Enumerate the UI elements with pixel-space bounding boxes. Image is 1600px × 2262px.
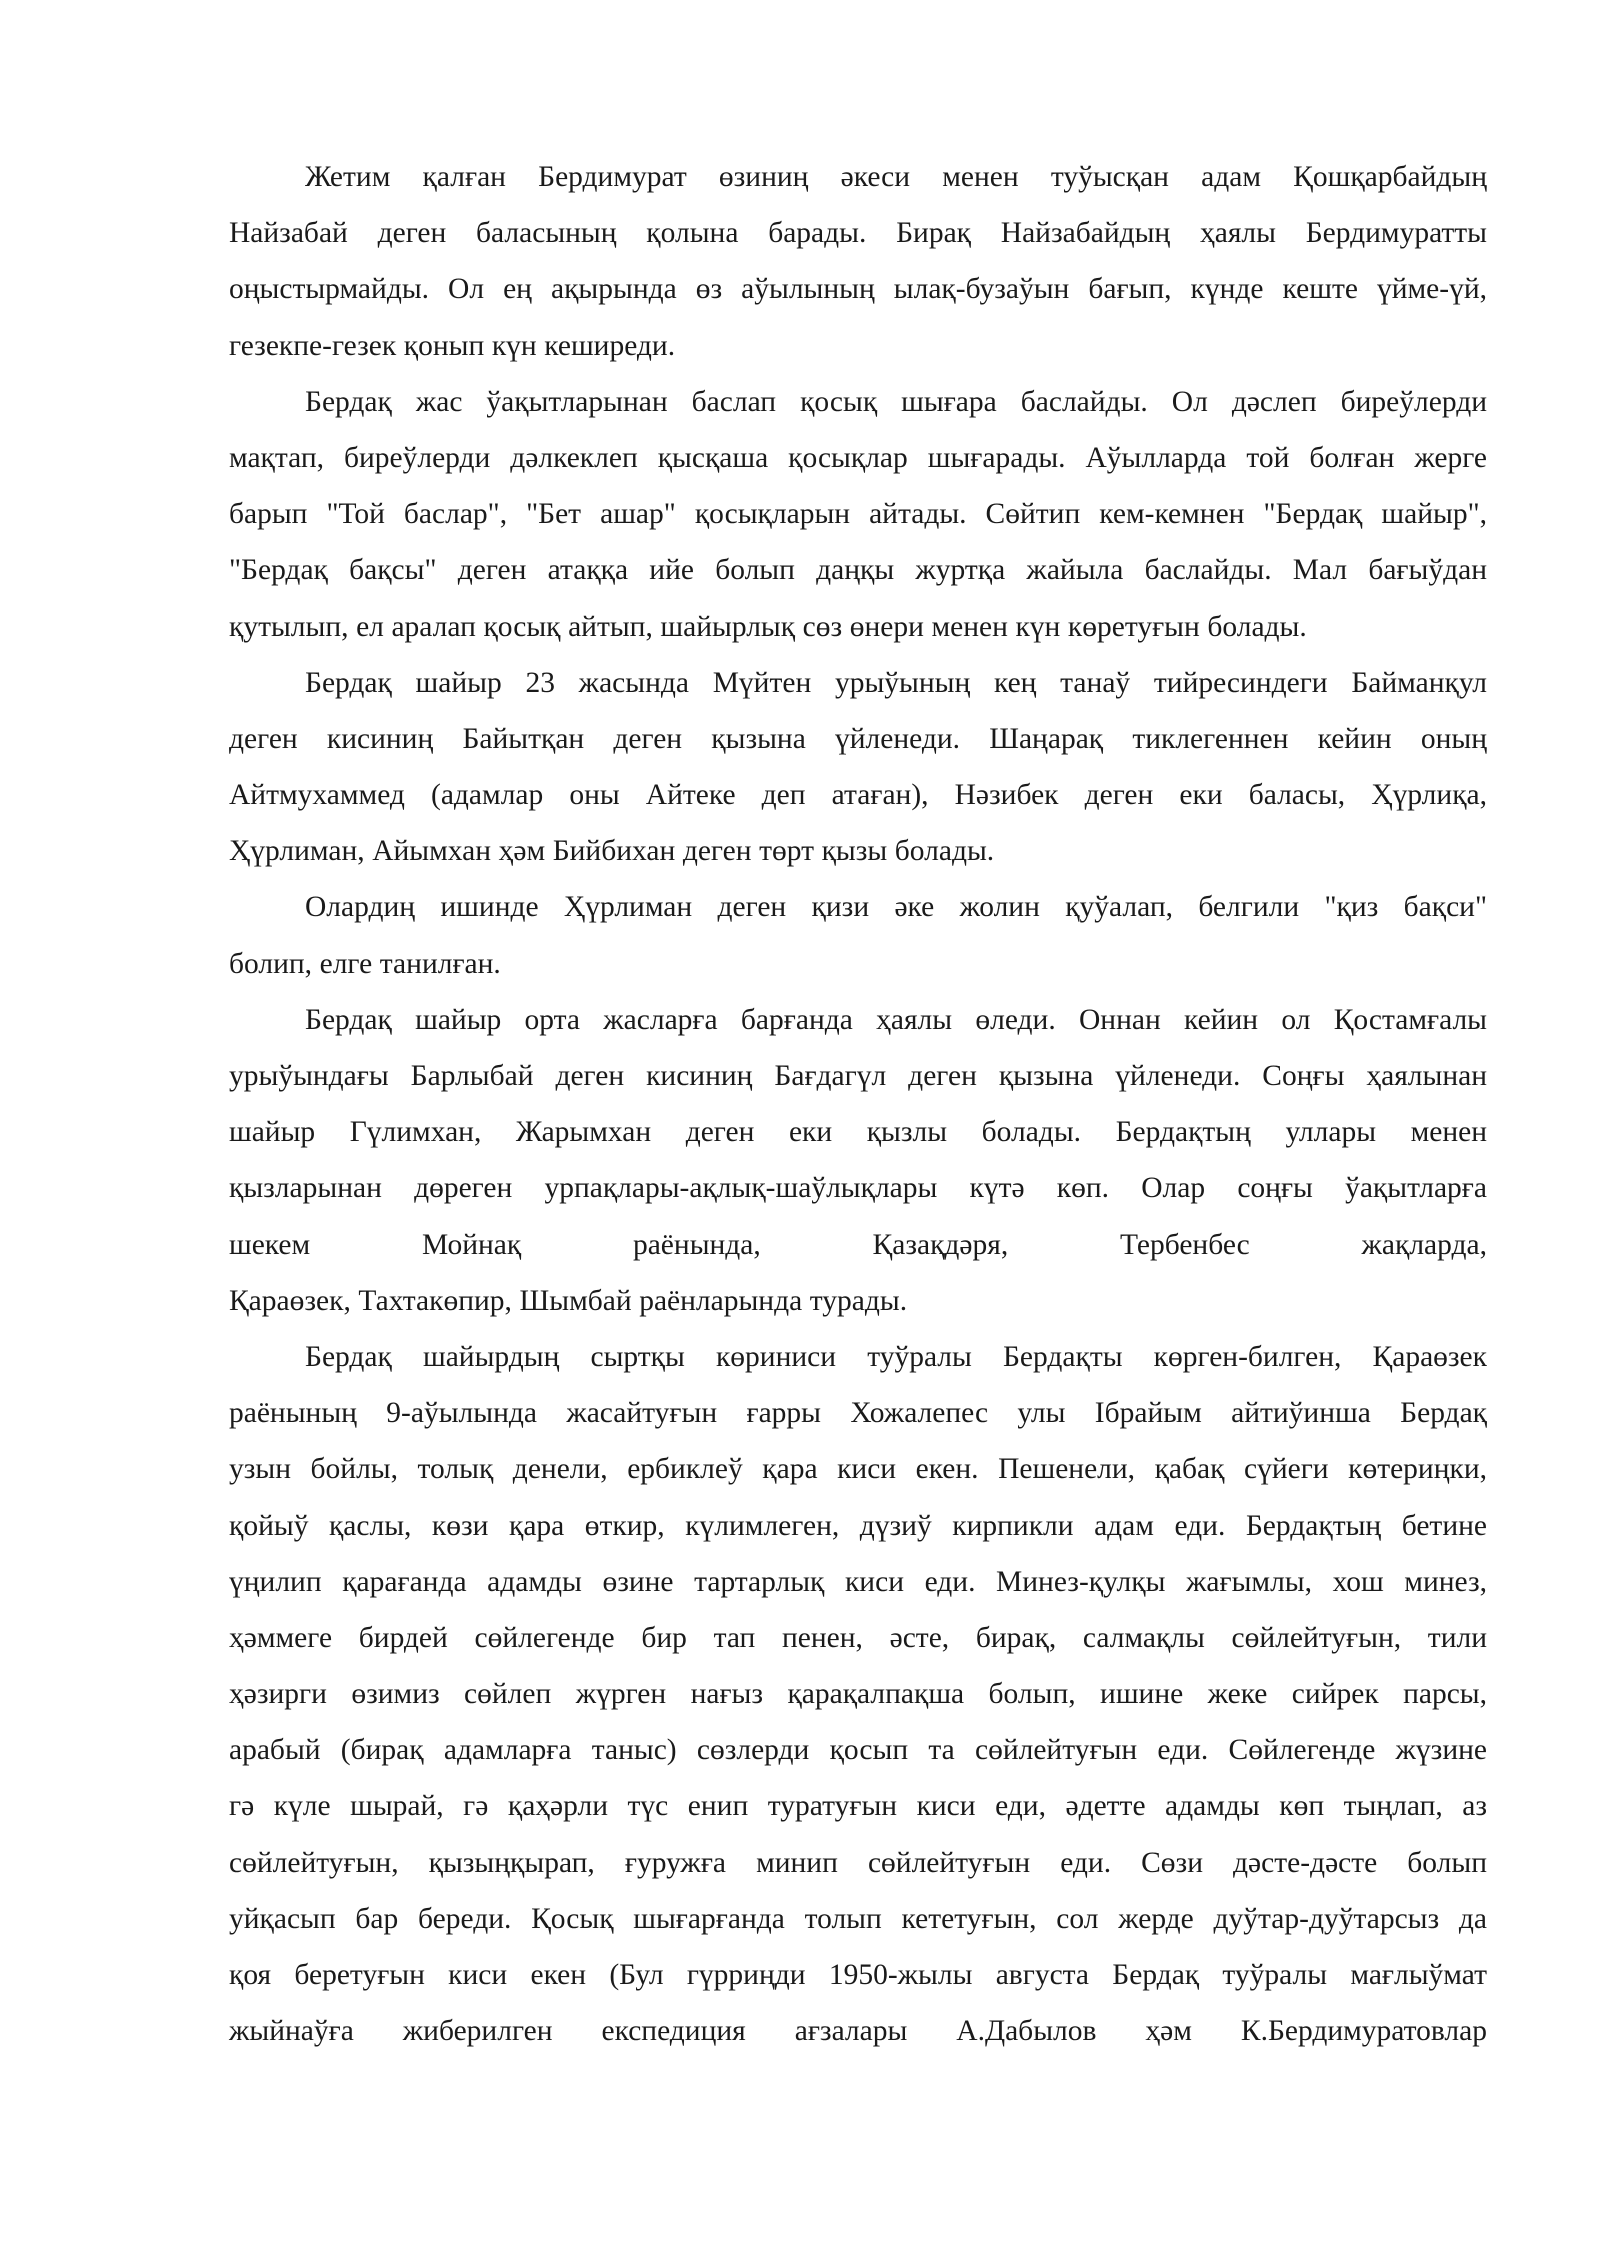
paragraph — [229, 655, 1487, 880]
text-line: арабый (бирақ адамларға таныс) сөзлерди қосып та сөйлейтуғын еди. Сөйлегенде жүзине — [229, 1734, 1487, 1767]
text-line: ҳәммеге бирдей сөйлегенде бир тап пенен, әсте, бирақ, салмақлы сөйлейтуғын, тили — [229, 1621, 1487, 1654]
text-line: ҳәзирги өзимиз сөйлеп жүрген нағыз қарақалпақша болып, ишине жеке сийрек парсы, — [229, 1678, 1487, 1711]
text-line: сөйлейтуғын, қызыңқырап, ғуружға минип сөйлейтуғын еди. Сөзи дәсте-дәсте болып — [229, 1846, 1487, 1879]
text-line: Олардиң ишинде Ҳүрлиман деген қизи әке жолин қуўалап, белгили "қиз бақси" — [305, 891, 1487, 924]
text-line: болип, елге танилған. — [229, 947, 501, 980]
text-line: оңыстырмайды. Ол ең ақырында өз аўылының ылақ-бузаўын бағып, күнде кеште үйме-үй, — [229, 273, 1487, 306]
text-line: гә күле шырай, гә қаҳәрли түс енип туратуғын киси еди, әдетте адамды көп тыңлап, аз — [229, 1790, 1487, 1823]
text-line: деген кисиниң Байытқан деген қызына үйленеди. Шаңарақ тиклегеннен кейин оның — [229, 722, 1487, 755]
text-line: Бердақ шайырдың сыртқы көриниси туўралы Бердақты көрген-билген, Қараөзек — [305, 1340, 1487, 1373]
text-line: қызларынан дөреген урпақлары-ақлық-шаўлықлары күтә көп. Олар соңғы ўақытларға — [229, 1172, 1487, 1205]
paragraph — [229, 879, 1487, 991]
paragraph — [229, 1329, 1487, 2059]
text-line: мақтап, биреўлерди дәлкеклеп қысқаша қосықлар шығарады. Аўылларда той болған жерге — [229, 441, 1487, 474]
text-line: гезекпе-гезек қонып күн кеширеди. — [229, 329, 676, 362]
paragraph — [229, 149, 1487, 374]
text-line: уйқасып бар береди. Қосық шығарғанда толып кететуғын, сол жерде дуўтар-дуўтарсыз да — [229, 1902, 1487, 1935]
text-line: Найзабай деген баласының қолына барады. Бирақ Найзабайдың ҳаялы Бердимуратты — [229, 217, 1487, 250]
text-line: Қараөзек, Тахтакөпир, Шымбай раёнларында турады. — [229, 1284, 908, 1317]
text-line: қоя беретуғын киси екен (Бул гүрриңди 1950-жылы августа Бердақ туўралы мағлыўмат — [229, 1959, 1487, 1991]
text-line: жыйнаўға жиберилген експедиция ағзалары А.Дабылов ҳәм К.Бердимуратовлар — [229, 2015, 1487, 2048]
text-line: қойыў қаслы, көзи қара өткир, күлимлеген, дүзиў кирпикли адам еди. Бердақтың бетине — [229, 1509, 1487, 1542]
text-line: қутылып, ел аралап қосық айтып, шайырлық сөз өнери менен күн көретуғын болады. — [229, 610, 1307, 643]
paragraph — [229, 374, 1487, 655]
text-line: узын бойлы, толық денели, ербиклеў қара киси екен. Пешенели, қабақ сүйеги көтериңки, — [229, 1453, 1487, 1486]
document-body — [229, 149, 1487, 2059]
text-line: шекем Мойнақ раёнында, Қазақдәря, Тербенбес жақларда, — [229, 1228, 1487, 1261]
text-line: Бердақ шайыр 23 жасында Мүйтен урыўының кең танаў тийресиндеги Байманқул — [305, 666, 1487, 699]
text-line: Айтмухаммед (адамлар оны Айтеке деп атаған), Нәзибек деген еки баласы, Ҳүрлиқа, — [229, 779, 1487, 812]
text-line: Бердақ шайыр орта жасларға барғанда ҳаялы өледи. Оннан кейин ол Қостамғалы — [305, 1003, 1487, 1036]
text-line: раёнының 9-аўылында жасайтуғын ғарры Хожалепес улы Ібрайым айтиўинша Бердақ — [229, 1397, 1487, 1430]
text-line: Ҳүрлиман, Айымхан ҳәм Бийбихан деген төрт қызы болады. — [229, 835, 995, 868]
paragraph — [229, 992, 1487, 1329]
text-line: урыўындағы Барлыбай деген кисиниң Бағдагүл деген қызына үйленеди. Соңғы ҳаялынан — [229, 1060, 1487, 1092]
text-line: Бердақ жас ўақытларынан баслап қосық шығара баслайды. Ол дәслеп биреўлерди — [305, 385, 1487, 418]
text-line: барып "Той баслар", "Бет ашар" қосықларын айтады. Сөйтип кем-кемнен "Бердақ шайыр", — [229, 498, 1487, 531]
text-line: үңилип қарағанда адамды өзине тартарлық киси еди. Минез-қулқы жағымлы, хош минез, — [229, 1565, 1487, 1598]
text-line: Жетим қалған Бердимурат өзиниң әкеси менен туўысқан адам Қошқарбайдың — [305, 161, 1487, 193]
text-line: "Бердақ бақсы" деген атаққа ийе болып даңқы журтқа жайыла баслайды. Мал бағыўдан — [229, 554, 1487, 587]
text-line: шайыр Гүлимхан, Жарымхан деген еки қызлы болады. Бердақтың уллары менен — [229, 1116, 1487, 1149]
